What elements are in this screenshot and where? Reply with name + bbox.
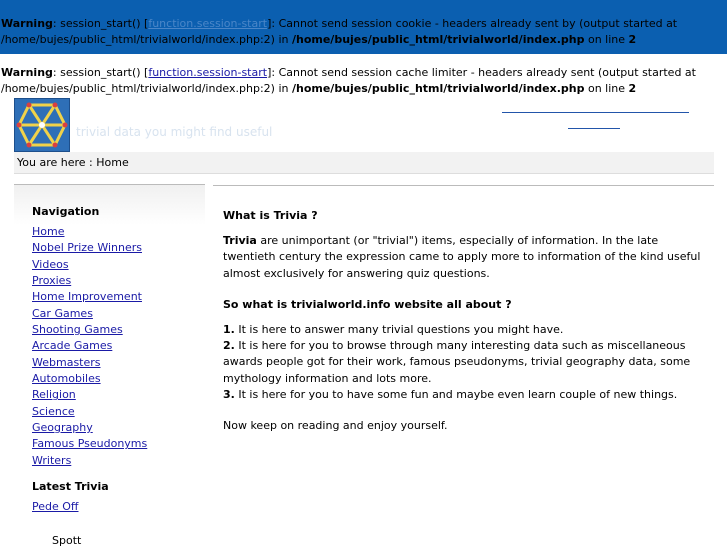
closing-text: Now keep on reading and enjoy yourself. <box>223 419 448 433</box>
warning-text: ]: Cannot send session cookie - headers already sent by (output started at /home/bujes/public_html/trivialworld/index.php:2) in <box>1 17 678 46</box>
point-number: 1. <box>223 322 235 336</box>
section-heading: So what is trivialworld.info website all about ? <box>223 297 512 311</box>
nav-link-car-games[interactable]: Car Games <box>32 306 93 320</box>
warning-path: /home/bujes/public_html/trivialworld/index.php <box>291 82 585 95</box>
nav-link-shooting-games[interactable]: Shooting Games <box>32 323 123 337</box>
nav-link-automobiles[interactable]: Automobiles <box>32 372 101 386</box>
trivia-definition-text: are unimportant (or "trivial") items, especially of information. In the late twentieth century the expression came to apply more to information of the kind useful almost exclusively for answering quiz questions. <box>223 234 701 280</box>
point-text: It is here to answer many trivial questions you might have. <box>234 322 564 336</box>
header-link-underline[interactable] <box>502 112 689 113</box>
point-number: 3. <box>223 388 235 402</box>
triangle-logo-icon <box>15 99 69 151</box>
navigation-heading: Navigation <box>32 205 100 218</box>
site-tagline: trivial data you might find useful <box>76 125 273 139</box>
sidebar-partial-text: Spott <box>52 534 82 547</box>
nav-item <box>32 322 147 338</box>
latest-trivia-heading: Latest Trivia <box>32 480 109 493</box>
point-text: It is here for you to have some fun and maybe even learn couple of new things. <box>234 388 678 402</box>
nav-link-science[interactable]: Science <box>32 404 75 418</box>
nav-item <box>32 387 147 403</box>
warning-text: : session_start() [ <box>52 66 149 79</box>
warning-line: 2 <box>628 33 637 46</box>
nav-link-webmasters[interactable]: Webmasters <box>32 355 101 369</box>
nav-item <box>32 240 147 256</box>
nav-link-famous-pseudonyms[interactable]: Famous Pseudonyms <box>32 437 148 451</box>
warning-text: : session_start() [ <box>52 17 149 30</box>
nav-item <box>32 289 147 305</box>
latest-trivia-link[interactable]: Pede Off <box>32 500 79 513</box>
nav-item <box>32 453 147 469</box>
sidebar <box>14 184 205 545</box>
nav-item <box>32 436 147 452</box>
nav-item <box>32 224 147 240</box>
breadcrumb: You are here : Home <box>14 152 714 174</box>
nav-link-writers[interactable]: Writers <box>32 453 72 467</box>
nav-link-home-improvement[interactable]: Home Improvement <box>32 290 142 304</box>
nav-item <box>32 371 147 387</box>
nav-link-religion[interactable]: Religion <box>32 388 76 402</box>
nav-link-proxies[interactable]: Proxies <box>32 274 72 288</box>
warning-function-link[interactable]: function.session-start <box>148 17 268 30</box>
warning-text: on line <box>584 82 629 95</box>
latest-trivia-item <box>32 499 79 515</box>
nav-item <box>32 257 147 273</box>
warning-function-link[interactable]: function.session-start <box>148 66 268 79</box>
navigation-list <box>32 224 147 469</box>
trivia-definition <box>223 233 714 282</box>
main-content <box>213 185 714 450</box>
warning-label: Warning <box>1 66 53 79</box>
warning-text: on line <box>584 33 629 46</box>
nav-link-home[interactable]: Home <box>32 225 65 238</box>
nav-link-geography[interactable]: Geography <box>32 421 93 435</box>
warning-line: 2 <box>628 82 637 95</box>
site-purpose-list <box>223 322 714 403</box>
nav-item <box>32 420 147 436</box>
site-logo[interactable] <box>14 98 70 152</box>
nav-item <box>32 404 147 420</box>
nav-link-videos[interactable]: Videos <box>32 257 69 271</box>
nav-item <box>32 273 147 289</box>
php-warning-cache <box>0 65 727 97</box>
php-warning-cookie <box>0 0 727 54</box>
latest-trivia-list <box>32 499 79 515</box>
section-heading: What is Trivia ? <box>223 209 318 222</box>
header-link-underline[interactable] <box>568 128 620 129</box>
trivia-term: Trivia <box>223 234 257 247</box>
site-header <box>0 96 727 152</box>
nav-item <box>32 355 147 371</box>
nav-item <box>32 306 147 322</box>
nav-link-nobel-prize-winners[interactable]: Nobel Prize Winners <box>32 241 142 255</box>
point-number: 2. <box>223 339 235 353</box>
point-text: It is here for you to browse through many interesting data such as miscellaneous awards people got for their work, famous pseudonyms, trivial geography data, some mythology information and lots more. <box>223 339 691 385</box>
nav-item <box>32 338 147 354</box>
warning-label: Warning <box>1 17 53 30</box>
nav-link-arcade-games[interactable]: Arcade Games <box>32 339 113 353</box>
warning-path: /home/bujes/public_html/trivialworld/index.php <box>291 33 585 46</box>
warning-text: ]: Cannot send session cache limiter - headers already sent (output started at /home/bujes/public_html/trivialworld/index.php:2) in <box>1 66 696 95</box>
